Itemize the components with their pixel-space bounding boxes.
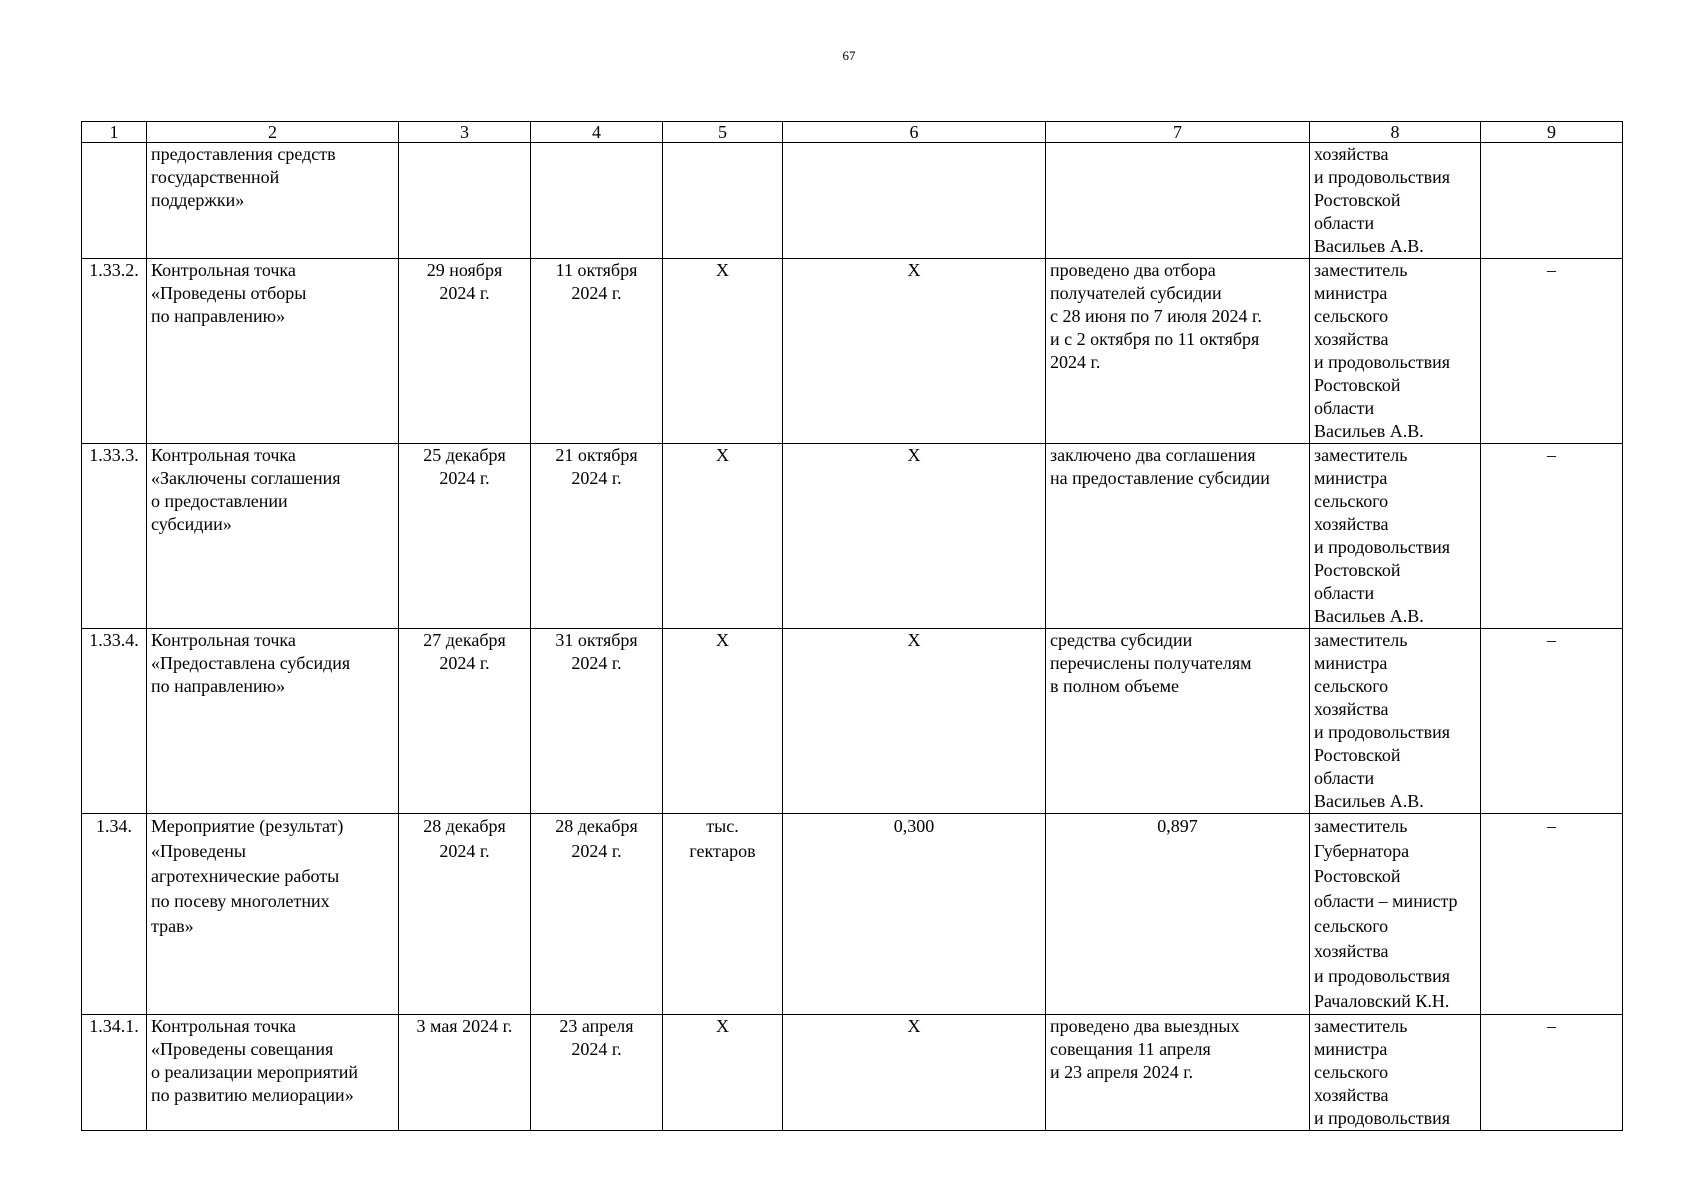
column-header: 6 <box>783 122 1046 143</box>
note: – <box>1481 629 1623 814</box>
unit: Х <box>663 259 783 444</box>
row-number: 1.33.3. <box>82 444 147 629</box>
fact-date: 11 октября 2024 г. <box>531 259 663 444</box>
responsible: заместитель Губернатора Ростовской области – министр сельского хозяйства и продовольствия Рачаловский К.Н. <box>1310 814 1481 1015</box>
header-row <box>82 122 1623 143</box>
column-header: 5 <box>663 122 783 143</box>
table-row <box>82 629 1623 814</box>
unit: Х <box>663 1015 783 1131</box>
plan-value: Х <box>783 1015 1046 1131</box>
fact-value: проведено два отбора получателей субсидии с 28 июня по 7 июля 2024 г. и с 2 октября по 11 октября 2024 г. <box>1046 259 1310 444</box>
unit <box>663 143 783 259</box>
table-row <box>82 143 1623 259</box>
fact-value: 0,897 <box>1046 814 1310 1015</box>
column-header: 2 <box>147 122 399 143</box>
responsible: заместитель министра сельского хозяйства и продовольствия <box>1310 1015 1481 1131</box>
column-header: 4 <box>531 122 663 143</box>
fact-value <box>1046 143 1310 259</box>
plan-value: Х <box>783 259 1046 444</box>
plan-value: Х <box>783 444 1046 629</box>
row-name: Контрольная точка «Проведены отборы по направлению» <box>147 259 399 444</box>
column-header: 8 <box>1310 122 1481 143</box>
table-row <box>82 814 1623 1015</box>
column-header: 3 <box>399 122 531 143</box>
plan-date: 25 декабря 2024 г. <box>399 444 531 629</box>
note: – <box>1481 814 1623 1015</box>
responsible: хозяйства и продовольствия Ростовской области Васильев А.В. <box>1310 143 1481 259</box>
note: – <box>1481 1015 1623 1131</box>
fact-date: 31 октября 2024 г. <box>531 629 663 814</box>
plan-date: 3 мая 2024 г. <box>399 1015 531 1131</box>
responsible: заместитель министра сельского хозяйства и продовольствия Ростовской области Васильев А.В. <box>1310 259 1481 444</box>
unit: тыс. гектаров <box>663 814 783 1015</box>
row-number <box>82 143 147 259</box>
responsible: заместитель министра сельского хозяйства и продовольствия Ростовской области Васильев А.В. <box>1310 444 1481 629</box>
column-header: 9 <box>1481 122 1623 143</box>
note: – <box>1481 259 1623 444</box>
page-number: 67 <box>842 48 856 63</box>
fact-date: 28 декабря 2024 г. <box>531 814 663 1015</box>
row-number: 1.33.4. <box>82 629 147 814</box>
table-row <box>82 444 1623 629</box>
row-number: 1.34.1. <box>82 1015 147 1131</box>
table-row <box>82 1015 1623 1131</box>
note: – <box>1481 444 1623 629</box>
responsible: заместитель министра сельского хозяйства и продовольствия Ростовской области Васильев А.В. <box>1310 629 1481 814</box>
row-name: Контрольная точка «Предоставлена субсидия по направлению» <box>147 629 399 814</box>
row-number: 1.34. <box>82 814 147 1015</box>
plan-date: 29 ноября 2024 г. <box>399 259 531 444</box>
fact-value: заключено два соглашения на предоставление субсидии <box>1046 444 1310 629</box>
plan-date: 27 декабря 2024 г. <box>399 629 531 814</box>
fact-value: средства субсидии перечислены получателям в полном объеме <box>1046 629 1310 814</box>
note <box>1481 143 1623 259</box>
row-name: Мероприятие (результат) «Проведены агротехнические работы по посеву многолетних трав» <box>147 814 399 1015</box>
report-table <box>81 121 1623 1131</box>
column-header: 1 <box>82 122 147 143</box>
unit: Х <box>663 444 783 629</box>
column-header: 7 <box>1046 122 1310 143</box>
fact-date: 23 апреля 2024 г. <box>531 1015 663 1131</box>
plan-value: Х <box>783 629 1046 814</box>
fact-date <box>531 143 663 259</box>
plan-value <box>783 143 1046 259</box>
row-name: Контрольная точка «Заключены соглашения о предоставлении субсидии» <box>147 444 399 629</box>
plan-value: 0,300 <box>783 814 1046 1015</box>
fact-date: 21 октября 2024 г. <box>531 444 663 629</box>
unit: Х <box>663 629 783 814</box>
table-row <box>82 259 1623 444</box>
plan-date: 28 декабря 2024 г. <box>399 814 531 1015</box>
fact-value: проведено два выездных совещания 11 апреля и 23 апреля 2024 г. <box>1046 1015 1310 1131</box>
row-number: 1.33.2. <box>82 259 147 444</box>
row-name: Контрольная точка «Проведены совещания о реализации мероприятий по развитию мелиорации» <box>147 1015 399 1131</box>
row-name: предоставления средств государственной поддержки» <box>147 143 399 259</box>
plan-date <box>399 143 531 259</box>
